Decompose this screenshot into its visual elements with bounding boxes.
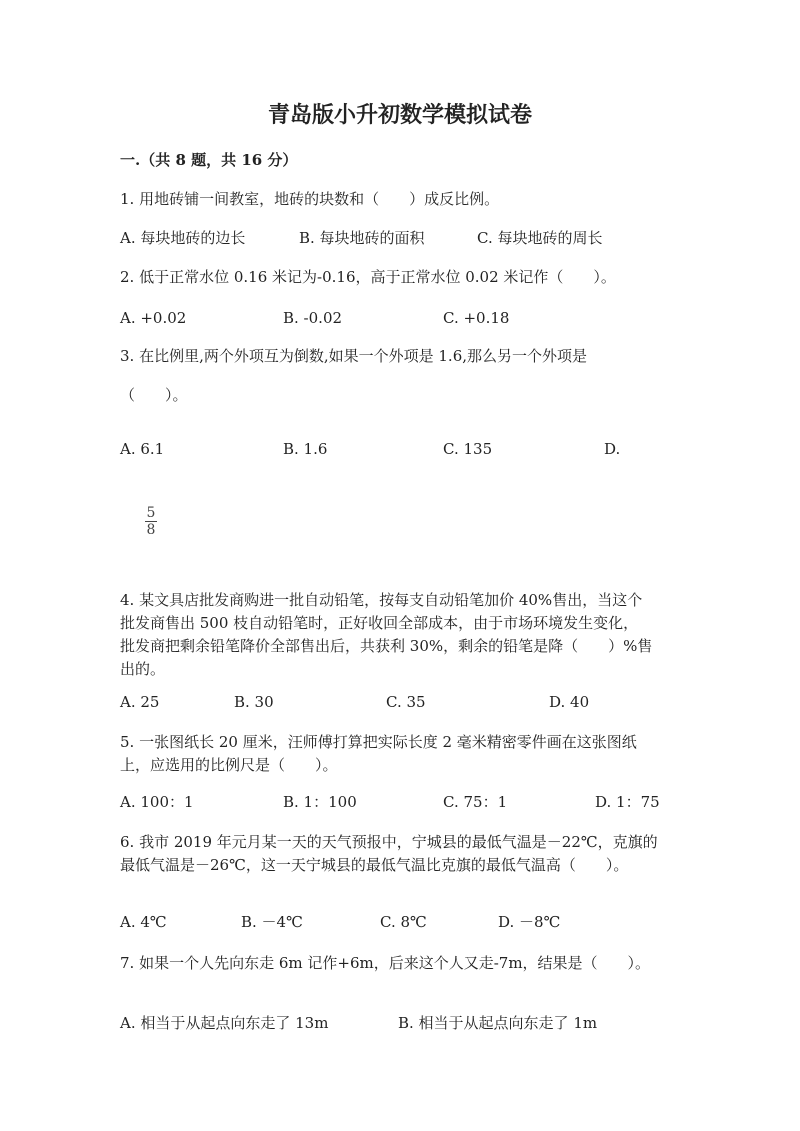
option-c[interactable]: C. 35 bbox=[386, 693, 426, 711]
question-stem: 批发商售出 500 枝自动铅笔时，正好收回全部成本，由于市场环境发生变化， bbox=[120, 614, 639, 632]
option-c[interactable]: C. 135 bbox=[443, 440, 493, 458]
option-a[interactable]: A. 6.1 bbox=[120, 440, 165, 458]
fraction-denominator: 8 bbox=[146, 522, 156, 538]
question-stem: 1. 用地砖铺一间教室，地砖的块数和（ ）成反比例。 bbox=[120, 190, 500, 208]
option-b[interactable]: B. 30 bbox=[234, 693, 274, 711]
option-b[interactable]: B. 每块地砖的面积 bbox=[299, 229, 425, 247]
fraction-numerator: 5 bbox=[146, 505, 156, 521]
option-a[interactable]: A. +0.02 bbox=[120, 309, 187, 327]
option-d[interactable]: D. 40 bbox=[549, 693, 590, 711]
option-a[interactable]: A. 每块地砖的边长 bbox=[120, 229, 246, 247]
question-stem: 批发商把剩余铅笔降价全部售出后，共获利 30%，剩余的铅笔是降（ ）%售 bbox=[120, 637, 653, 655]
option-c[interactable]: C. +0.18 bbox=[443, 309, 510, 327]
option-a[interactable]: A. 100：1 bbox=[120, 793, 194, 811]
question-stem: 4. 某文具店批发商购进一批自动铅笔，按每支自动铅笔加价 40%售出，当这个 bbox=[120, 591, 643, 609]
fraction-five-eighths bbox=[144, 505, 158, 538]
question-stem: （ ）。 bbox=[120, 386, 188, 404]
option-d[interactable]: D. 1：75 bbox=[595, 793, 660, 811]
question-stem: 2. 低于正常水位 0.16 米记为-0.16，高于正常水位 0.02 米记作（ ）。 bbox=[120, 268, 616, 286]
option-b[interactable]: B. 1：100 bbox=[283, 793, 357, 811]
question-stem: 5. 一张图纸长 20 厘米，汪师傅打算把实际长度 2 毫米精密零件画在这张图纸 bbox=[120, 733, 637, 751]
option-d[interactable]: D. －8℃ bbox=[498, 913, 561, 931]
option-a[interactable]: A. 25 bbox=[120, 693, 160, 711]
question-stem: 6. 我市 2019 年元月某一天的天气预报中，宁城县的最低气温是－22℃，克旗的 bbox=[120, 833, 658, 851]
section-header: 一.（共 8 题，共 16 分） bbox=[120, 151, 298, 169]
option-d[interactable]: D. bbox=[604, 440, 621, 458]
option-b[interactable]: B. 相当于从起点向东走了 1m bbox=[398, 1014, 598, 1032]
option-c[interactable]: C. 75：1 bbox=[443, 793, 508, 811]
question-stem: 上，应选用的比例尺是（ ）。 bbox=[120, 756, 338, 774]
option-b[interactable]: B. －4℃ bbox=[241, 913, 303, 931]
exam-title: 青岛版小升初数学模拟试卷 bbox=[267, 102, 532, 128]
question-stem: 出的。 bbox=[120, 660, 166, 678]
question-stem: 7. 如果一个人先向东走 6m 记作+6m，后来这个人又走-7m，结果是（ ）。 bbox=[120, 954, 651, 972]
question-stem: 最低气温是－26℃，这一天宁城县的最低气温比克旗的最低气温高（ ）。 bbox=[120, 856, 629, 874]
option-c[interactable]: C. 每块地砖的周长 bbox=[477, 229, 603, 247]
question-stem: 3. 在比例里,两个外项互为倒数,如果一个外项是 1.6,那么另一个外项是 bbox=[120, 347, 588, 365]
option-b[interactable]: B. -0.02 bbox=[283, 309, 343, 327]
option-b[interactable]: B. 1.6 bbox=[283, 440, 328, 458]
option-a[interactable]: A. 相当于从起点向东走了 13m bbox=[120, 1014, 329, 1032]
option-c[interactable]: C. 8℃ bbox=[380, 913, 427, 931]
option-a[interactable]: A. 4℃ bbox=[120, 913, 167, 931]
